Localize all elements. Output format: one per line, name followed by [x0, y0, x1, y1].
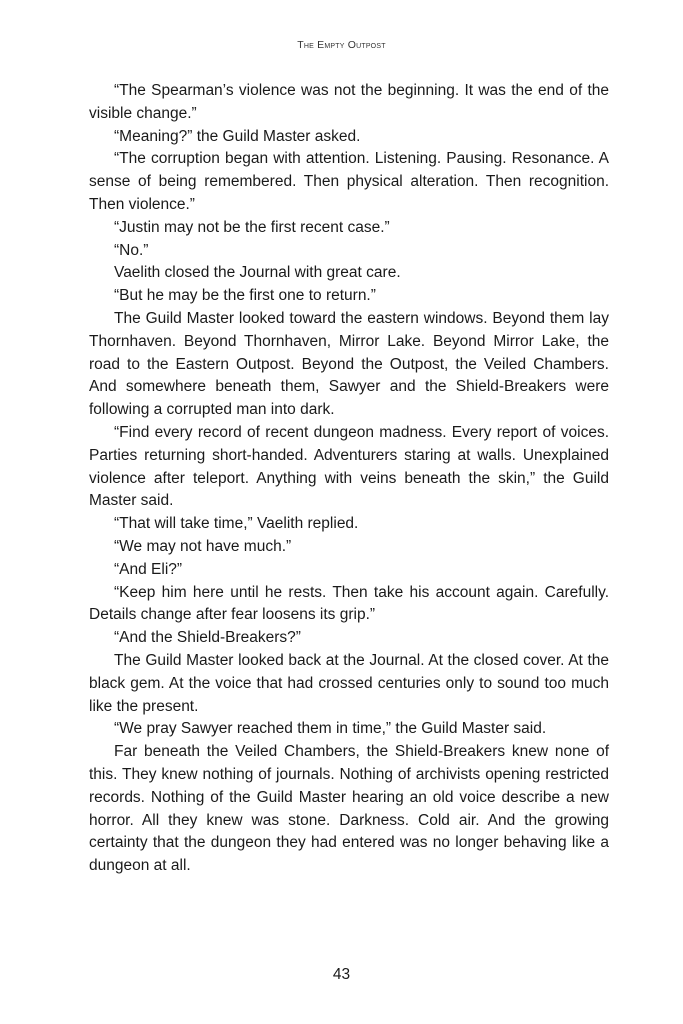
paragraph: “And the Shield-Breakers?” [114, 629, 301, 647]
paragraph: “Justin may not be the first recent case.” [114, 218, 390, 236]
paragraph: “Keep him here until he rests. Then take his account again. Carefully. Details change after fear loosens its grip.” [89, 583, 609, 624]
body-text [89, 80, 609, 878]
paragraph: The Guild Master looked toward the eastern windows. Beyond them lay Thornhaven. Beyond Thornhaven, Mirror Lake. Beyond Mirror Lake, the road to the Eastern Outpost. Beyond the Outpost, the Veiled Chambers. And somewhere beneath them, Sawyer and the Shield-Breakers were following a corrupted man into dark. [89, 309, 609, 419]
paragraph: “And Eli?” [114, 560, 183, 578]
paragraph: “No.” [114, 241, 149, 259]
page-number: 43 [332, 966, 351, 983]
paragraph: “We may not have much.” [114, 537, 292, 555]
paragraph: Far beneath the Veiled Chambers, the Shield-Breakers knew none of this. They knew nothing of journals. Nothing of archivists opening restricted records. Nothing of the Guild Master hearing an old voice describe a new horror. All they knew was stone. Darkness. Cold air. And the growing certainty that the dungeon they had entered was no longer behaving like a dungeon at all. [89, 743, 609, 875]
paragraph: “The Spearman’s violence was not the beginning. It was the end of the visible change.” [89, 82, 609, 122]
paragraph: “But he may be the first one to return.” [114, 287, 376, 305]
paragraph: “Meaning?” the Guild Master asked. [114, 127, 361, 145]
paragraph: “We pray Sawyer reached them in time,” the Guild Master said. [114, 720, 547, 738]
paragraph: The Guild Master looked back at the Journal. At the closed cover. At the black gem. At the voice that had crossed centuries only to sound too much like the present. [89, 651, 609, 715]
paragraph: “That will take time,” Vaelith replied. [114, 515, 359, 533]
running-head: The Empty Outpost [297, 39, 386, 51]
paragraph: Vaelith closed the Journal with great care. [114, 264, 401, 282]
paragraph: “The corruption began with attention. Listening. Pausing. Resonance. A sense of being remembered. Then physical alteration. Then recognition. Then violence.” [89, 150, 609, 213]
paragraph: “Find every record of recent dungeon madness. Every report of voices. Parties returning short-handed. Adventurers staring at walls. Unexplained violence after teleport. Anything with veins beneath the skin,” the Guild Master said. [89, 423, 609, 510]
